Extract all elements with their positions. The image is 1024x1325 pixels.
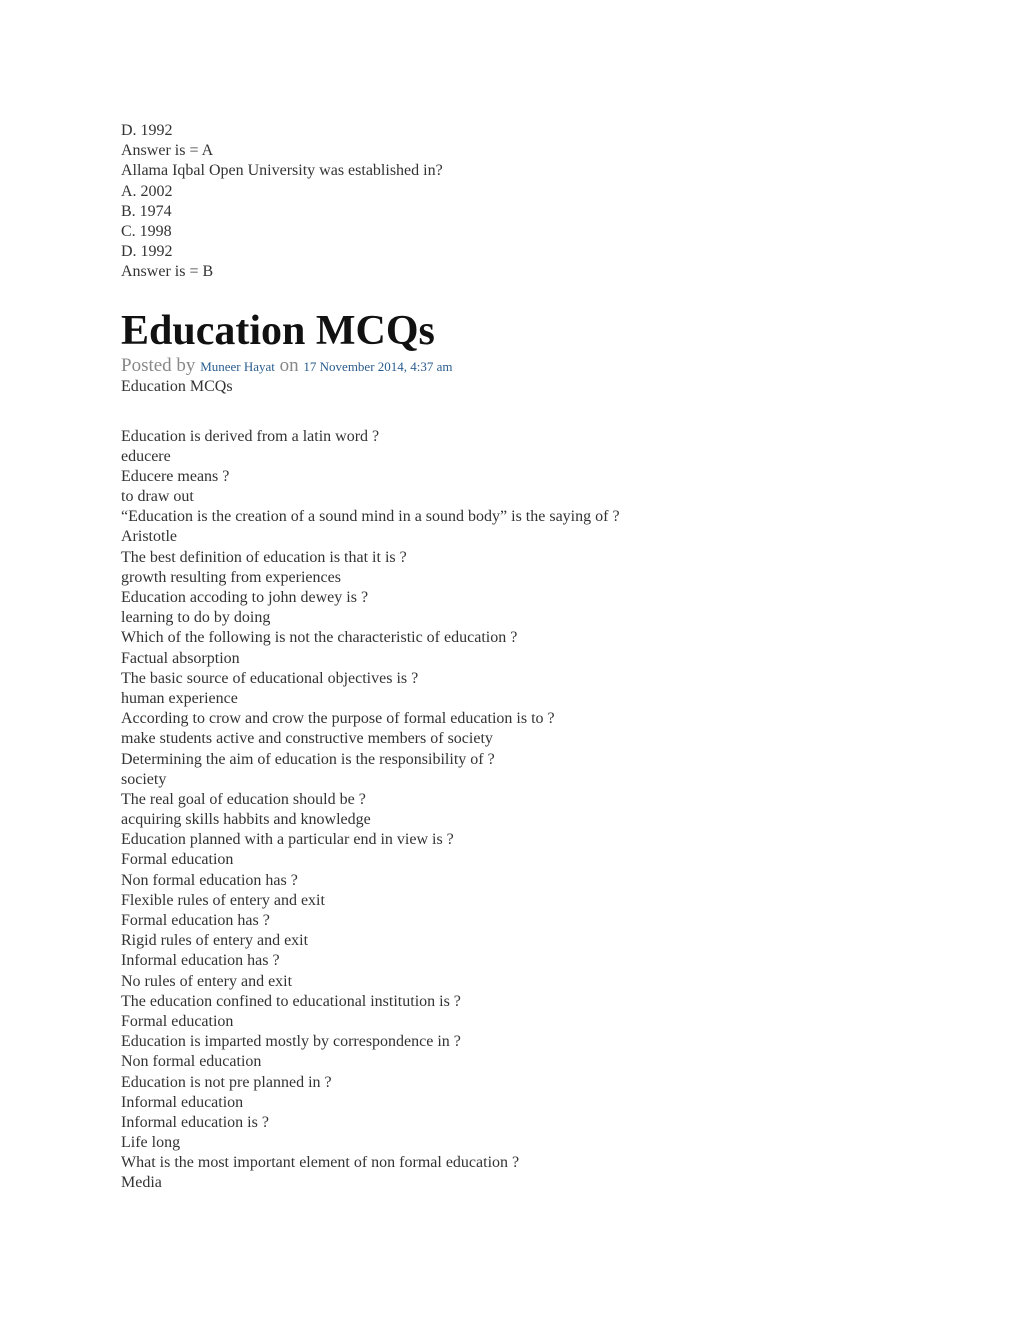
qa-line: to draw out — [121, 488, 194, 506]
document-page — [121, 121, 921, 1194]
qa-line: Education is derived from a latin word ? — [121, 427, 380, 445]
qa-line: According to crow and crow the purpose of formal education is to ? — [121, 710, 555, 728]
qa-line: Rigid rules of entery and exit — [121, 932, 309, 950]
qa-line: growth resulting from experiences — [121, 568, 341, 586]
text-line: C. 1998 — [121, 222, 172, 240]
posted-by-label: Posted by — [121, 354, 196, 376]
qa-line: Factual absorption — [121, 649, 240, 667]
qa-line: Determining the aim of education is the responsibility of ? — [121, 750, 495, 768]
qa-line: The best definition of education is that it is ? — [121, 548, 407, 566]
qa-list — [121, 427, 921, 1194]
qa-line: Media — [121, 1174, 162, 1192]
text-line: Allama Iqbal Open University was established in? — [121, 162, 443, 180]
article-title: Education MCQs — [121, 307, 435, 354]
qa-line: society — [121, 770, 167, 788]
qa-line: What is the most important element of non formal education ? — [121, 1154, 520, 1172]
qa-line: acquiring skills habbits and knowledge — [121, 811, 371, 829]
qa-line: The education confined to educational institution is ? — [121, 992, 461, 1010]
qa-line: learning to do by doing — [121, 609, 271, 627]
author-link[interactable]: Muneer Hayat — [200, 358, 275, 374]
qa-line: make students active and constructive members of society — [121, 730, 493, 748]
date-link[interactable]: 17 November 2014, 4:37 am — [303, 358, 453, 374]
qa-line: Education is imparted mostly by correspondence in ? — [121, 1033, 461, 1051]
qa-line: Formal education — [121, 1012, 234, 1030]
qa-line: Informal education — [121, 1093, 244, 1111]
text-line: D. 1992 — [121, 122, 173, 139]
text-line: B. 1974 — [121, 202, 172, 220]
qa-line: Non formal education — [121, 1053, 262, 1071]
qa-line: Formal education — [121, 851, 234, 869]
qa-line: Which of the following is not the characteristic of education ? — [121, 629, 518, 647]
article-subtitle: Education MCQs — [121, 377, 233, 395]
text-line: Answer is = B — [121, 263, 214, 281]
qa-line: The real goal of education should be ? — [121, 790, 366, 808]
qa-line: “Education is the creation of a sound mind in a sound body” is the saying of ? — [121, 508, 620, 526]
on-label: on — [279, 354, 299, 376]
qa-line: educere — [121, 447, 171, 465]
qa-line: Educere means ? — [121, 467, 230, 485]
qa-line: Aristotle — [121, 528, 177, 546]
qa-line: No rules of entery and exit — [121, 972, 293, 990]
qa-line: Formal education has ? — [121, 912, 270, 929]
qa-line: Life long — [121, 1134, 181, 1152]
qa-line: Informal education is ? — [121, 1113, 269, 1131]
qa-line: Education is not pre planned in ? — [121, 1073, 332, 1091]
qa-line: human experience — [121, 689, 238, 707]
text-line: D. 1992 — [121, 243, 173, 261]
qa-line: The basic source of educational objectives is ? — [121, 669, 419, 687]
text-line: A. 2002 — [121, 182, 173, 200]
previous-answers-block — [121, 121, 921, 283]
spacer — [121, 397, 921, 427]
qa-line: Flexible rules of entery and exit — [121, 891, 325, 909]
text-line: Answer is = A — [121, 142, 214, 160]
article-byline — [121, 355, 921, 377]
qa-line: Informal education has ? — [121, 952, 280, 970]
qa-line: Education planned with a particular end in view is ? — [121, 831, 454, 849]
qa-line: Non formal education has ? — [121, 871, 298, 889]
qa-line: Education accoding to john dewey is ? — [121, 589, 369, 606]
